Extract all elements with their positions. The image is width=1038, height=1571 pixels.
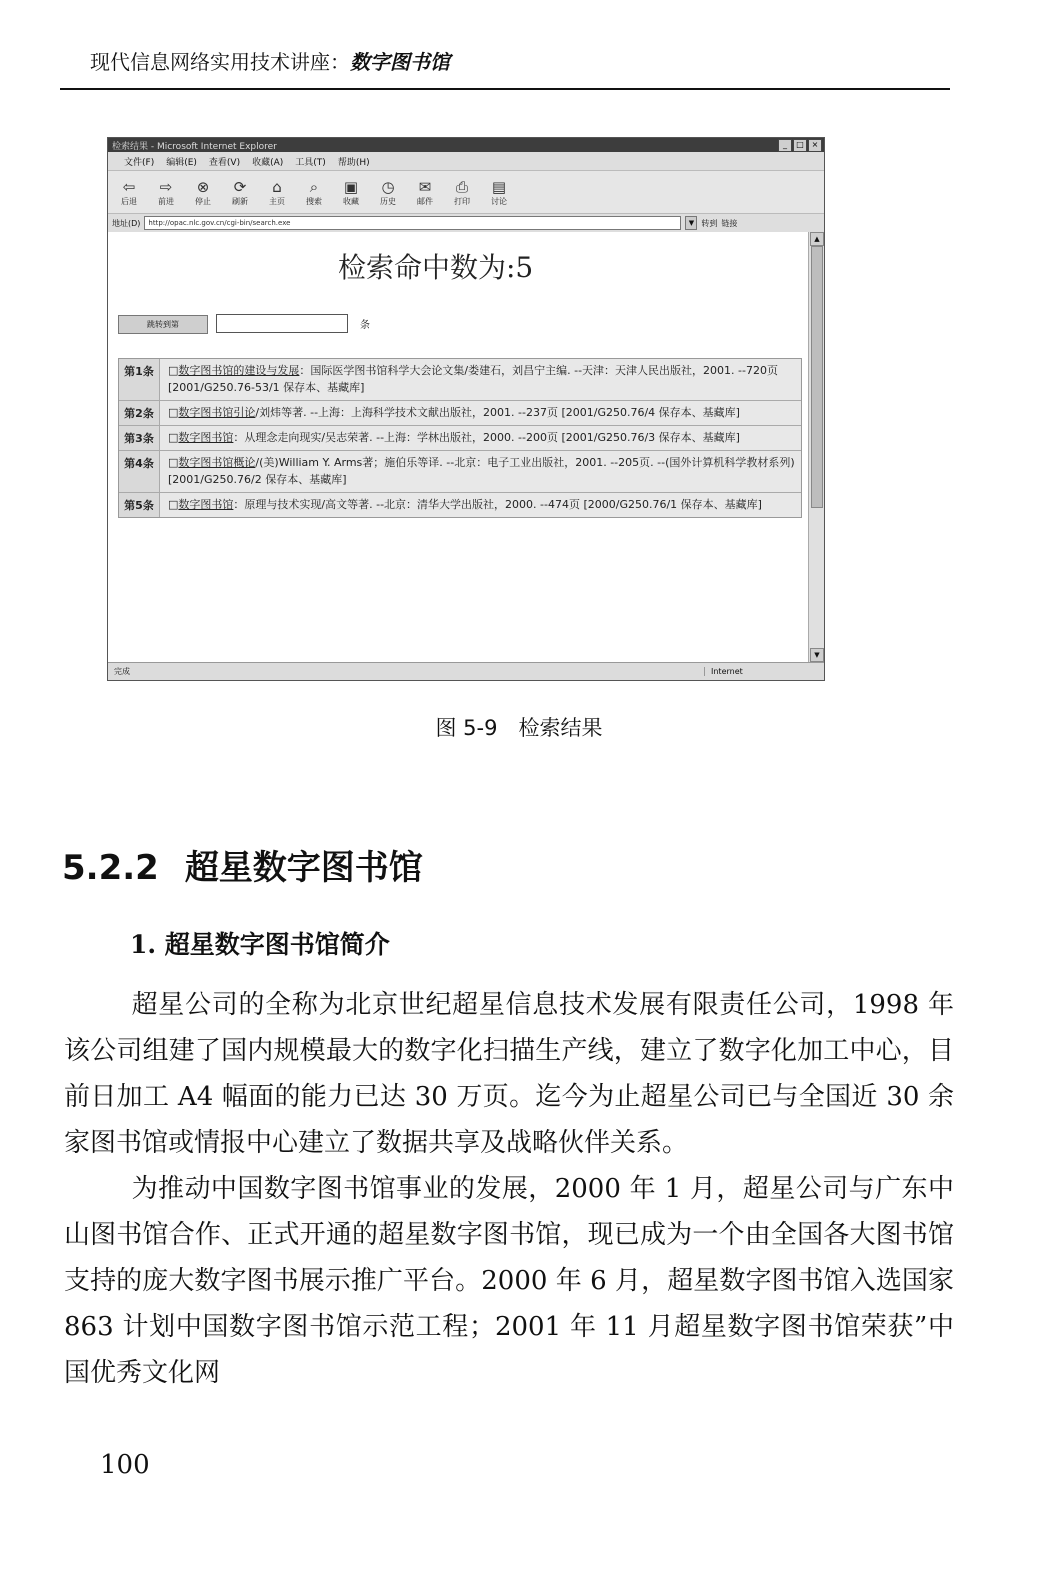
- paragraph: 为推动中国数字图书馆事业的发展，2000 年 1 月，超星公司与广东中山图书馆合作、正式开通的超星数字图书馆，现已成为一个由全国各大图书馆支持的庞大数字图书展示推广平台。2000 年 6 月，超星数字图书馆入选国家 863 计划中国数字图书馆示范工程；2001 年 11 月超星数字图书馆荣获”中国优秀文化网: [64, 1174, 954, 1388]
- jump-record-input[interactable]: [216, 314, 348, 333]
- result-details: ：国际医学图书馆科学大会论文集/娄建石，刘昌宁主编. --天津：天津人民出版社，2001. --720页 [2001/G250.76-53/1 保存本、基藏库]: [168, 364, 778, 394]
- result-row: 第3条 □数字图书馆：从理念走向现实/吴志荣著. --上海：学林出版社，2000. --200页 [2001/G250.76/3 保存本、基藏库]: [119, 426, 801, 451]
- links-button[interactable]: 链接: [721, 218, 738, 228]
- mail-icon: ✉: [418, 177, 432, 196]
- refresh-icon: ⟳: [233, 177, 247, 196]
- address-dropdown-icon[interactable]: ▼: [685, 216, 697, 230]
- jump-unit-label: 条: [360, 320, 370, 331]
- back-icon: ⇦: [122, 177, 136, 196]
- result-row: 第5条 □数字图书馆：原理与技术实现/高文等著. --北京：清华大学出版社，2000. --474页 [2000/G250.76/1 保存本、基藏库]: [119, 493, 801, 517]
- home-icon: ⌂: [272, 177, 282, 196]
- body-text: [64, 982, 954, 1396]
- figure-caption: 图 5-9 检索结果: [435, 716, 603, 740]
- window-title: 检索结果 - Microsoft Internet Explorer: [112, 141, 277, 152]
- result-row: 第1条 □数字图书馆的建设与发展：国际医学图书馆科学大会论文集/娄建石，刘昌宁主编. --天津：天津人民出版社，2001. --720页 [2001/G250.76-53/1 保存本、基藏库]: [119, 359, 801, 401]
- menu-view[interactable]: 查看(V): [208, 157, 241, 168]
- page-number: 100: [100, 1450, 150, 1480]
- book-title-emphasis: 数字图书馆: [350, 50, 450, 74]
- back-button[interactable]: ⇦ 后退: [121, 177, 137, 206]
- close-icon[interactable]: ×: [808, 139, 822, 152]
- menu-edit[interactable]: 编辑(E): [166, 157, 197, 168]
- print-button[interactable]: ⎙ 打印: [454, 177, 470, 206]
- window-titlebar: [108, 138, 824, 152]
- result-number: 第3条: [119, 426, 160, 450]
- running-header: [90, 46, 450, 75]
- result-title-link[interactable]: 数字图书馆概论: [178, 456, 256, 469]
- menu-help[interactable]: 帮助(H): [337, 157, 370, 168]
- menu-favorites[interactable]: 收藏(A): [252, 157, 284, 168]
- vertical-scrollbar[interactable]: [808, 232, 824, 662]
- refresh-button[interactable]: ⟳ 刷新: [232, 177, 248, 206]
- scrollbar-thumb[interactable]: [811, 246, 823, 508]
- book-title: 现代信息网络实用技术讲座：: [90, 50, 350, 74]
- address-bar: [108, 214, 824, 233]
- forward-icon: ⇨: [159, 177, 173, 196]
- result-title-link[interactable]: 数字图书馆: [178, 498, 234, 511]
- minimize-icon[interactable]: _: [778, 139, 792, 152]
- history-icon: ◷: [381, 177, 395, 196]
- favorites-icon: ▣: [343, 177, 359, 196]
- result-number: 第5条: [119, 493, 160, 517]
- paragraph: 超星公司的全称为北京世纪超星信息技术发展有限责任公司，1998 年该公司组建了国内规模最大的数字化扫描生产线，建立了数字化加工中心，目前日加工 A4 幅面的能力已达 30 万页。迄今为止超星公司已与全国近 30 余家图书馆或情报中心建立了数据共享及战略伙伴关系。: [64, 990, 954, 1158]
- results-table: [118, 358, 802, 518]
- forward-button[interactable]: ⇨ 前进: [158, 177, 174, 206]
- section-number: 5.2.2: [62, 848, 159, 888]
- status-bar: [108, 662, 824, 680]
- favorites-button[interactable]: ▣ 收藏: [343, 177, 359, 206]
- menu-tools[interactable]: 工具(T): [295, 157, 326, 168]
- result-number: 第1条: [119, 359, 160, 400]
- section-title: 超星数字图书馆: [184, 848, 423, 888]
- stop-icon: ⊗: [196, 177, 210, 196]
- result-title-link[interactable]: 数字图书馆引论: [178, 406, 256, 419]
- result-title-link[interactable]: 数字图书馆的建设与发展: [178, 364, 300, 377]
- home-button[interactable]: ⌂ 主页: [269, 177, 285, 206]
- result-row: 第2条 □数字图书馆引论/刘炜等著. --上海：上海科学技术文献出版社，2001. --237页 [2001/G250.76/4 保存本、基藏库]: [119, 401, 801, 426]
- result-number: 第4条: [119, 451, 160, 492]
- mail-button[interactable]: ✉ 邮件: [417, 177, 433, 206]
- scroll-up-icon[interactable]: ▲: [810, 232, 824, 246]
- maximize-icon[interactable]: □: [793, 139, 807, 152]
- address-label: 地址(D): [112, 218, 141, 228]
- header-rule: [60, 88, 950, 90]
- menu-bar: [108, 152, 824, 171]
- jump-button[interactable]: 跳转到第: [118, 315, 208, 334]
- result-title-link[interactable]: 数字图书馆: [178, 431, 234, 444]
- browser-screenshot-figure: [107, 137, 825, 681]
- result-details: ：原理与技术实现/高文等著. --北京：清华大学出版社，2000. --474页 [2000/G250.76/1 保存本、基藏库]: [233, 498, 762, 511]
- toolbar: [108, 171, 824, 214]
- scroll-down-icon[interactable]: ▼: [810, 648, 824, 662]
- status-zone: Internet: [704, 667, 743, 676]
- section-heading: [62, 840, 423, 889]
- search-icon: ⌕: [309, 177, 319, 196]
- search-button[interactable]: ⌕ 搜索: [306, 177, 322, 206]
- status-text: 完成: [114, 667, 130, 676]
- hit-count-title: 检索命中数为:5: [338, 251, 534, 284]
- page-content: [108, 232, 808, 662]
- result-details: ：从理念走向现实/吴志荣著. --上海：学林出版社，2000. --200页 [2001/G250.76/3 保存本、基藏库]: [233, 431, 740, 444]
- print-icon: ⎙: [455, 177, 468, 196]
- result-details: /刘炜等著. --上海：上海科学技术文献出版社，2001. --237页 [2001/G250.76/4 保存本、基藏库]: [255, 406, 740, 419]
- history-button[interactable]: ◷ 历史: [380, 177, 396, 206]
- stop-button[interactable]: ⊗ 停止: [195, 177, 211, 206]
- go-button[interactable]: 转到: [701, 218, 718, 228]
- result-number: 第2条: [119, 401, 160, 425]
- result-details: /(美)William Y. Arms著；施伯乐等译. --北京：电子工业出版社，2001. --205页. --(国外计算机科学教材系列) [2001/G250.76/2 保存本、基藏库]: [168, 456, 795, 486]
- subsection-heading: 1. 超星数字图书馆简介: [130, 930, 390, 959]
- menu-file[interactable]: 文件(F): [124, 157, 155, 168]
- address-input[interactable]: http://opac.nlc.gov.cn/cgi-bin/search.exe: [144, 216, 681, 230]
- result-row: 第4条 □数字图书馆概论/(美)William Y. Arms著；施伯乐等译. --北京：电子工业出版社，2001. --205页. --(国外计算机科学教材系列) [2001/G250.76/2 保存本、基藏库]: [119, 451, 801, 493]
- discuss-button[interactable]: ▤ 讨论: [491, 177, 507, 206]
- discuss-icon: ▤: [491, 177, 507, 196]
